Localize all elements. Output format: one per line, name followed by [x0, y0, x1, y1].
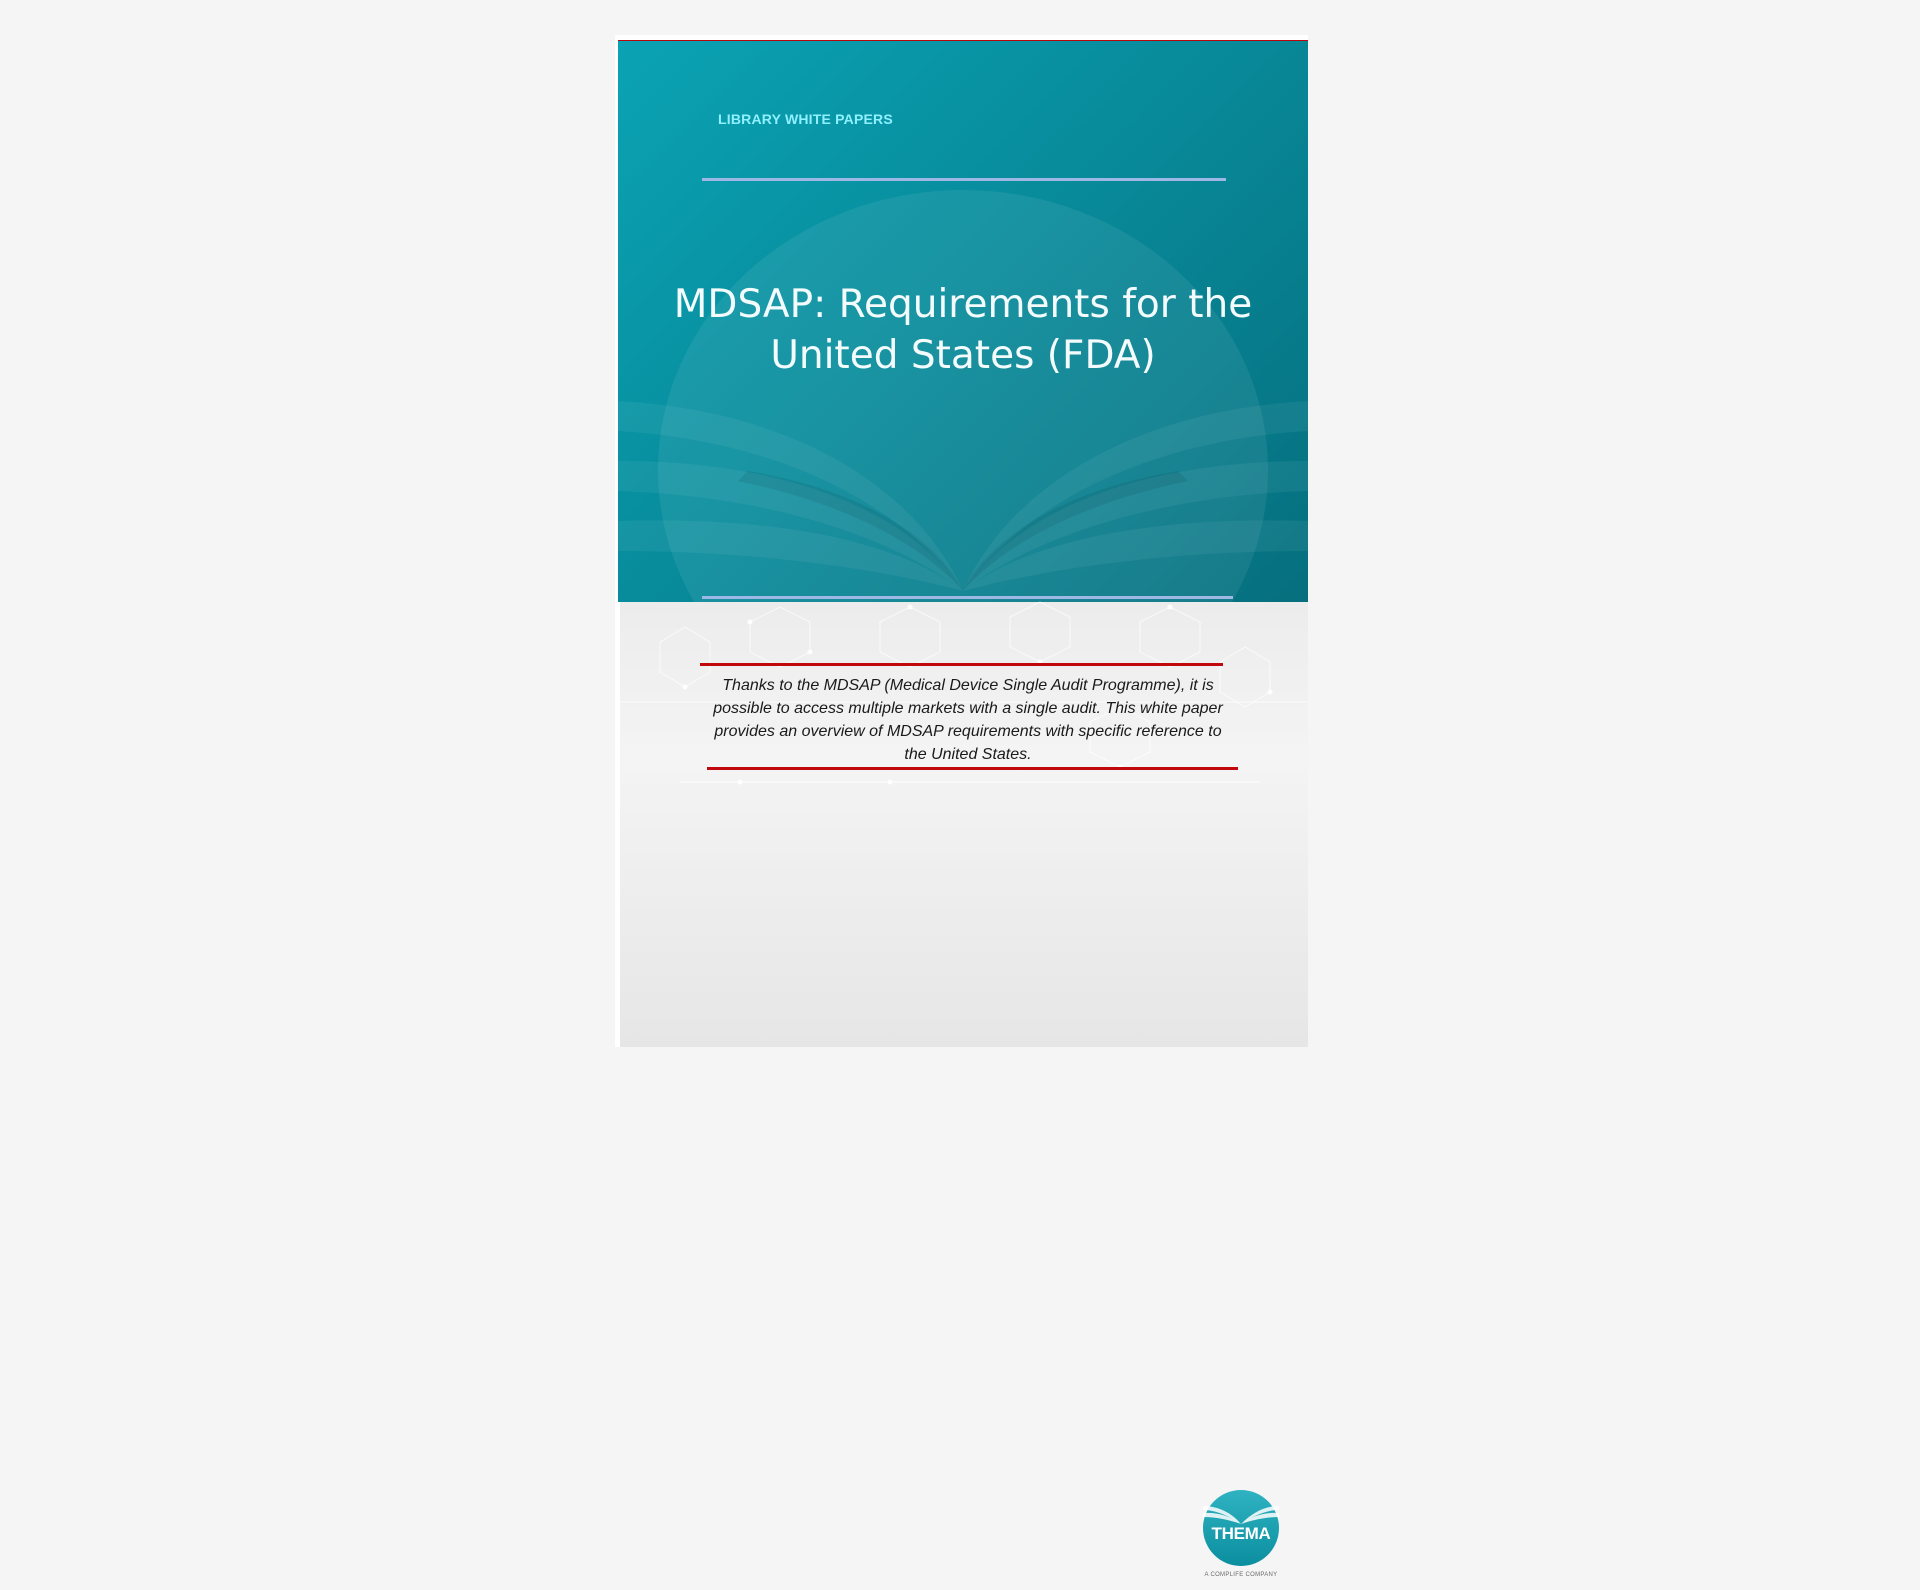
- logo-wordmark: THEMA: [1211, 1524, 1271, 1543]
- cover-body-panel: [620, 602, 1308, 1578]
- thema-logo: [1198, 1490, 1284, 1590]
- cover-header-panel: [618, 41, 1308, 602]
- title-line-1: MDSAP: Requirements for the: [673, 282, 1253, 327]
- summary-rule-bottom: [707, 767, 1238, 770]
- white-paper-cover: [615, 35, 1308, 1578]
- page-title: [648, 279, 1278, 381]
- summary-text: Thanks to the MDSAP (Medical Device Single Audit Programme), it is possible to access multiple markets with a single audit. This white paper provides an overview of MDSAP requirements with specific reference to the United States.: [713, 677, 1223, 763]
- summary-rule-top: [700, 663, 1223, 666]
- section-eyebrow: LIBRARY WHITE PAPERS: [718, 111, 893, 127]
- logo-tagline: A COMPLIFE COMPANY: [1204, 1572, 1278, 1578]
- header-rule-bottom: [702, 596, 1233, 599]
- title-line-2: United States (FDA): [770, 333, 1156, 378]
- header-rule-top: [702, 178, 1226, 181]
